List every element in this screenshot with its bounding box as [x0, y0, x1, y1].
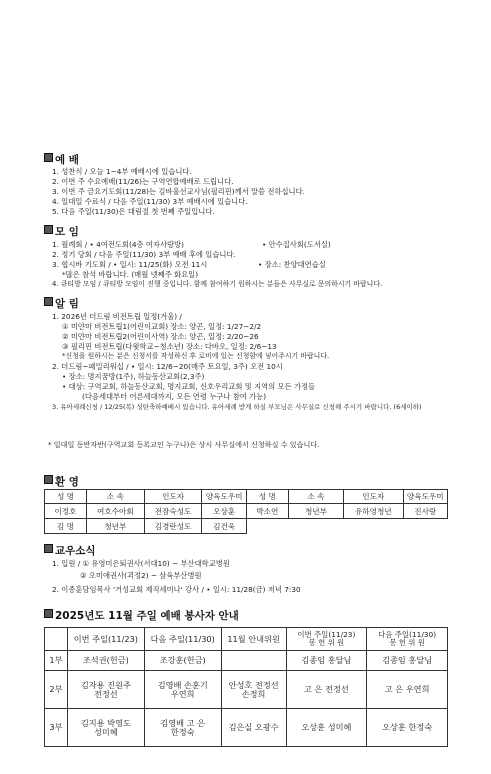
- service-cell-line: 성미혜: [93, 726, 118, 737]
- service-header: 11월 안내위원: [221, 628, 286, 651]
- service-cell: 김은실 오광수: [221, 709, 286, 747]
- meeting-section-title: [44, 224, 79, 239]
- welcome-cell: 전잠숙성도: [144, 504, 202, 519]
- service-cell: 조강훈(헌금): [144, 651, 221, 671]
- service-row-label: 3부: [45, 709, 68, 747]
- welcome-cell-empty: [288, 519, 343, 534]
- service-header: 다음 주일(11/30): [144, 628, 221, 651]
- members-item-1: 1. 입원 / ① 유영미은퇴권사(서대10) ~ 부산대학교병원: [52, 559, 230, 568]
- welcome-cell-empty: [344, 519, 403, 534]
- section-square-icon: [44, 475, 53, 484]
- service-cell-line: 손정희: [241, 688, 266, 699]
- welcome-title-text: 환 영: [55, 476, 79, 488]
- notice-line: 2. 더드림~패밀리워십 / • 일시: 12/6~20(매주 토요일, 3주) 오전 10시: [52, 362, 283, 371]
- welcome-cell: 이정호: [45, 504, 87, 519]
- welcome-cell-empty: [403, 519, 447, 534]
- meeting-item-1-label: 1. 월례회 /: [52, 240, 90, 249]
- section-square-icon: [44, 297, 53, 306]
- worship-item: 3. 이번 주 금요기도회(11/28)는 김바울선교사님(필리핀)께서 말씀 전하십니다.: [52, 187, 305, 196]
- welcome-cell: 청년부: [288, 504, 343, 519]
- members-section-title: [44, 543, 96, 558]
- service-title-text: 2025년도 11월 주일 예배 봉사자 안내: [55, 610, 239, 622]
- welcome-cell: 박소연: [246, 504, 288, 519]
- welcome-header: 인도자: [144, 490, 202, 504]
- worship-item: 1. 성찬식 / 오늘 1~4부 예배시에 있습니다.: [52, 167, 192, 176]
- welcome-header: 인도자: [344, 490, 403, 504]
- welcome-cell: 진사랑: [403, 504, 447, 519]
- meeting-item-3-note: *많은 참석 바랍니다. (매월 넷째주 화요일): [62, 270, 199, 279]
- service-header-line: 봉 헌 위 원: [389, 638, 425, 647]
- worship-title-text: 예 배: [55, 154, 79, 166]
- section-square-icon: [44, 544, 53, 553]
- section-square-icon: [44, 609, 53, 618]
- service-cell-line: 김지용 박영도: [80, 717, 131, 728]
- service-cell: [144, 671, 221, 709]
- service-row-label: 1부: [45, 651, 68, 671]
- welcome-cell: 여호수아회: [86, 504, 144, 519]
- service-section-title: [44, 608, 239, 623]
- service-header-line: 봉 헌 위 원: [308, 638, 345, 647]
- worship-item: 5. 다음 주일(11/30)은 대림절 첫 번째 주일입니다.: [52, 207, 215, 216]
- welcome-cell-empty: [246, 519, 288, 534]
- notice-section-title: [44, 296, 79, 311]
- meeting-item-3-place: • 장소: 찬양대연습실: [258, 260, 326, 269]
- meeting-title-text: 모 임: [55, 226, 79, 238]
- service-cell: 고 은 전정선: [286, 671, 367, 709]
- welcome-cell: 김 명: [45, 519, 87, 534]
- members-item-1b: ② 오미애권사(괴정2) ~ 삼육부산병원: [80, 571, 202, 580]
- welcome-header: 소 속: [288, 490, 343, 504]
- worship-item: 2. 이번 주 수요예배(11/26)는 구역연합예배로 드립니다.: [52, 177, 234, 186]
- notice-line: ① 미얀마 비전트립1(어린이교회) 장소: 양곤, 일정: 1/27~2/2: [62, 322, 262, 331]
- service-header: [286, 628, 367, 651]
- welcome-section-title: [44, 474, 79, 489]
- welcome-cell: 김건욱: [202, 519, 246, 534]
- notice-line: ③ 필리핀 비전트립(다윗학교~청소년) 장소: 다바오, 일정: 2/6~13: [62, 342, 277, 351]
- section-square-icon: [44, 225, 53, 234]
- service-cell: 오상훈 성미혜: [286, 709, 367, 747]
- service-cell: [67, 709, 144, 747]
- service-cell: [67, 671, 144, 709]
- members-title-text: 교우소식: [55, 545, 96, 557]
- service-header-corner: [45, 628, 68, 651]
- service-cell-line: 김영배 손훈기: [157, 679, 208, 690]
- notice-footnote: * 일대일 동반자반(구역교회 등록교인 누구나)은 상시 사무실에서 신청하실 수 있습니다.: [48, 440, 320, 449]
- notice-line: • 장소: 명지꿈방(1주), 하늘동산교회(2,3주): [62, 372, 205, 381]
- service-cell: [221, 671, 286, 709]
- service-header-line: 다음 주일(11/30): [378, 630, 437, 639]
- welcome-header: 양육도우미: [403, 490, 447, 504]
- welcome-table: [44, 489, 448, 534]
- meeting-item-4: 4. 큐티방 모임 / 큐티방 모임이 진행 중입니다. 함께 참여하기 원하시는 분들은 사무실로 문의하시기 바랍니다.: [52, 280, 383, 288]
- service-cell: 조석권(헌금): [67, 651, 144, 671]
- service-row-label: 2부: [45, 671, 68, 709]
- welcome-cell: 유하영청년: [344, 504, 403, 519]
- notice-line: 1. 2026년 더드림 비전트립 일정(겨울) /: [52, 312, 182, 321]
- service-header: [367, 628, 448, 651]
- service-cell-line: 안성호 전정선: [228, 679, 279, 690]
- service-cell: [221, 651, 286, 671]
- worship-section-title: [44, 152, 79, 167]
- welcome-header: 양육도우미: [202, 490, 246, 504]
- meeting-item-3: 3. 협시바 기도회 / • 일시: 11/25(화) 오전 11시: [52, 260, 208, 269]
- service-cell-line: 전정선: [93, 688, 118, 699]
- welcome-header: 소 속: [86, 490, 144, 504]
- service-header: 이번 주일(11/23): [67, 628, 144, 651]
- service-cell-line: 한정숙: [170, 726, 195, 737]
- notice-line: • 대상: 구역교회, 하늘동산교회, 명지교회, 신호우리교회 및 지역의 모든 가정들: [62, 382, 316, 391]
- members-item-2: 2. 이종훈담임목사 '거성교회 제직세미나' 강사 / • 일시: 11/28(금) 저녁 7:30: [52, 585, 301, 594]
- service-cell: 고 은 우연희: [367, 671, 448, 709]
- meeting-item-1-place-a: • 4여전도회(4층 여자사랑방): [89, 240, 184, 249]
- notice-line: ② 미얀마 비전트립2(어린이사역) 장소: 양곤, 일정: 2/20~26: [62, 332, 259, 341]
- notice-line: *신청을 원하시는 분은 신청서를 작성하신 후 로비에 있는 신청함에 넣어주시기 바랍니다.: [62, 352, 330, 360]
- welcome-header: 성 명: [45, 490, 87, 504]
- service-header-line: 이번 주일(11/23): [297, 630, 356, 639]
- service-cell: 김종임 홍달님: [367, 651, 448, 671]
- welcome-header: 성 명: [246, 490, 288, 504]
- service-cell-line: 김영배 고 은: [160, 717, 206, 728]
- service-cell: 오상훈 한정숙: [367, 709, 448, 747]
- notice-title-text: 알 림: [55, 298, 79, 310]
- service-cell: [144, 709, 221, 747]
- notice-line: (다음세대부터 어른세대까지, 모든 연령 누구나 참여 가능): [82, 392, 267, 401]
- section-square-icon: [44, 153, 53, 162]
- meeting-item-2: 2. 정기 당회 / 다음 주일(11/30) 3부 예배 후에 있습니다.: [52, 250, 236, 259]
- welcome-cell: 김경란성도: [144, 519, 202, 534]
- welcome-cell: 청년부: [86, 519, 144, 534]
- welcome-cell: 오상훈: [202, 504, 246, 519]
- service-cell: 김종임 홍달님: [286, 651, 367, 671]
- notice-line: 3. 유아세례신청 / 12/25(목) 성탄축하예배시 있습니다. 유아세례 받게 하실 부모님은 사무실로 신청해 주시기 바랍니다. (6세이하): [52, 403, 422, 411]
- worship-item: 4. 일대일 수료식 / 다음 주일(11/30) 3부 예배시에 있습니다.: [52, 197, 248, 206]
- meeting-item-1: [52, 240, 184, 249]
- meeting-item-1-place-b: • 안수집사회(도서실): [262, 240, 331, 249]
- service-cell-line: 우연희: [170, 688, 195, 699]
- service-table: [44, 627, 448, 747]
- service-cell-line: 김자용 진원주: [80, 679, 131, 690]
